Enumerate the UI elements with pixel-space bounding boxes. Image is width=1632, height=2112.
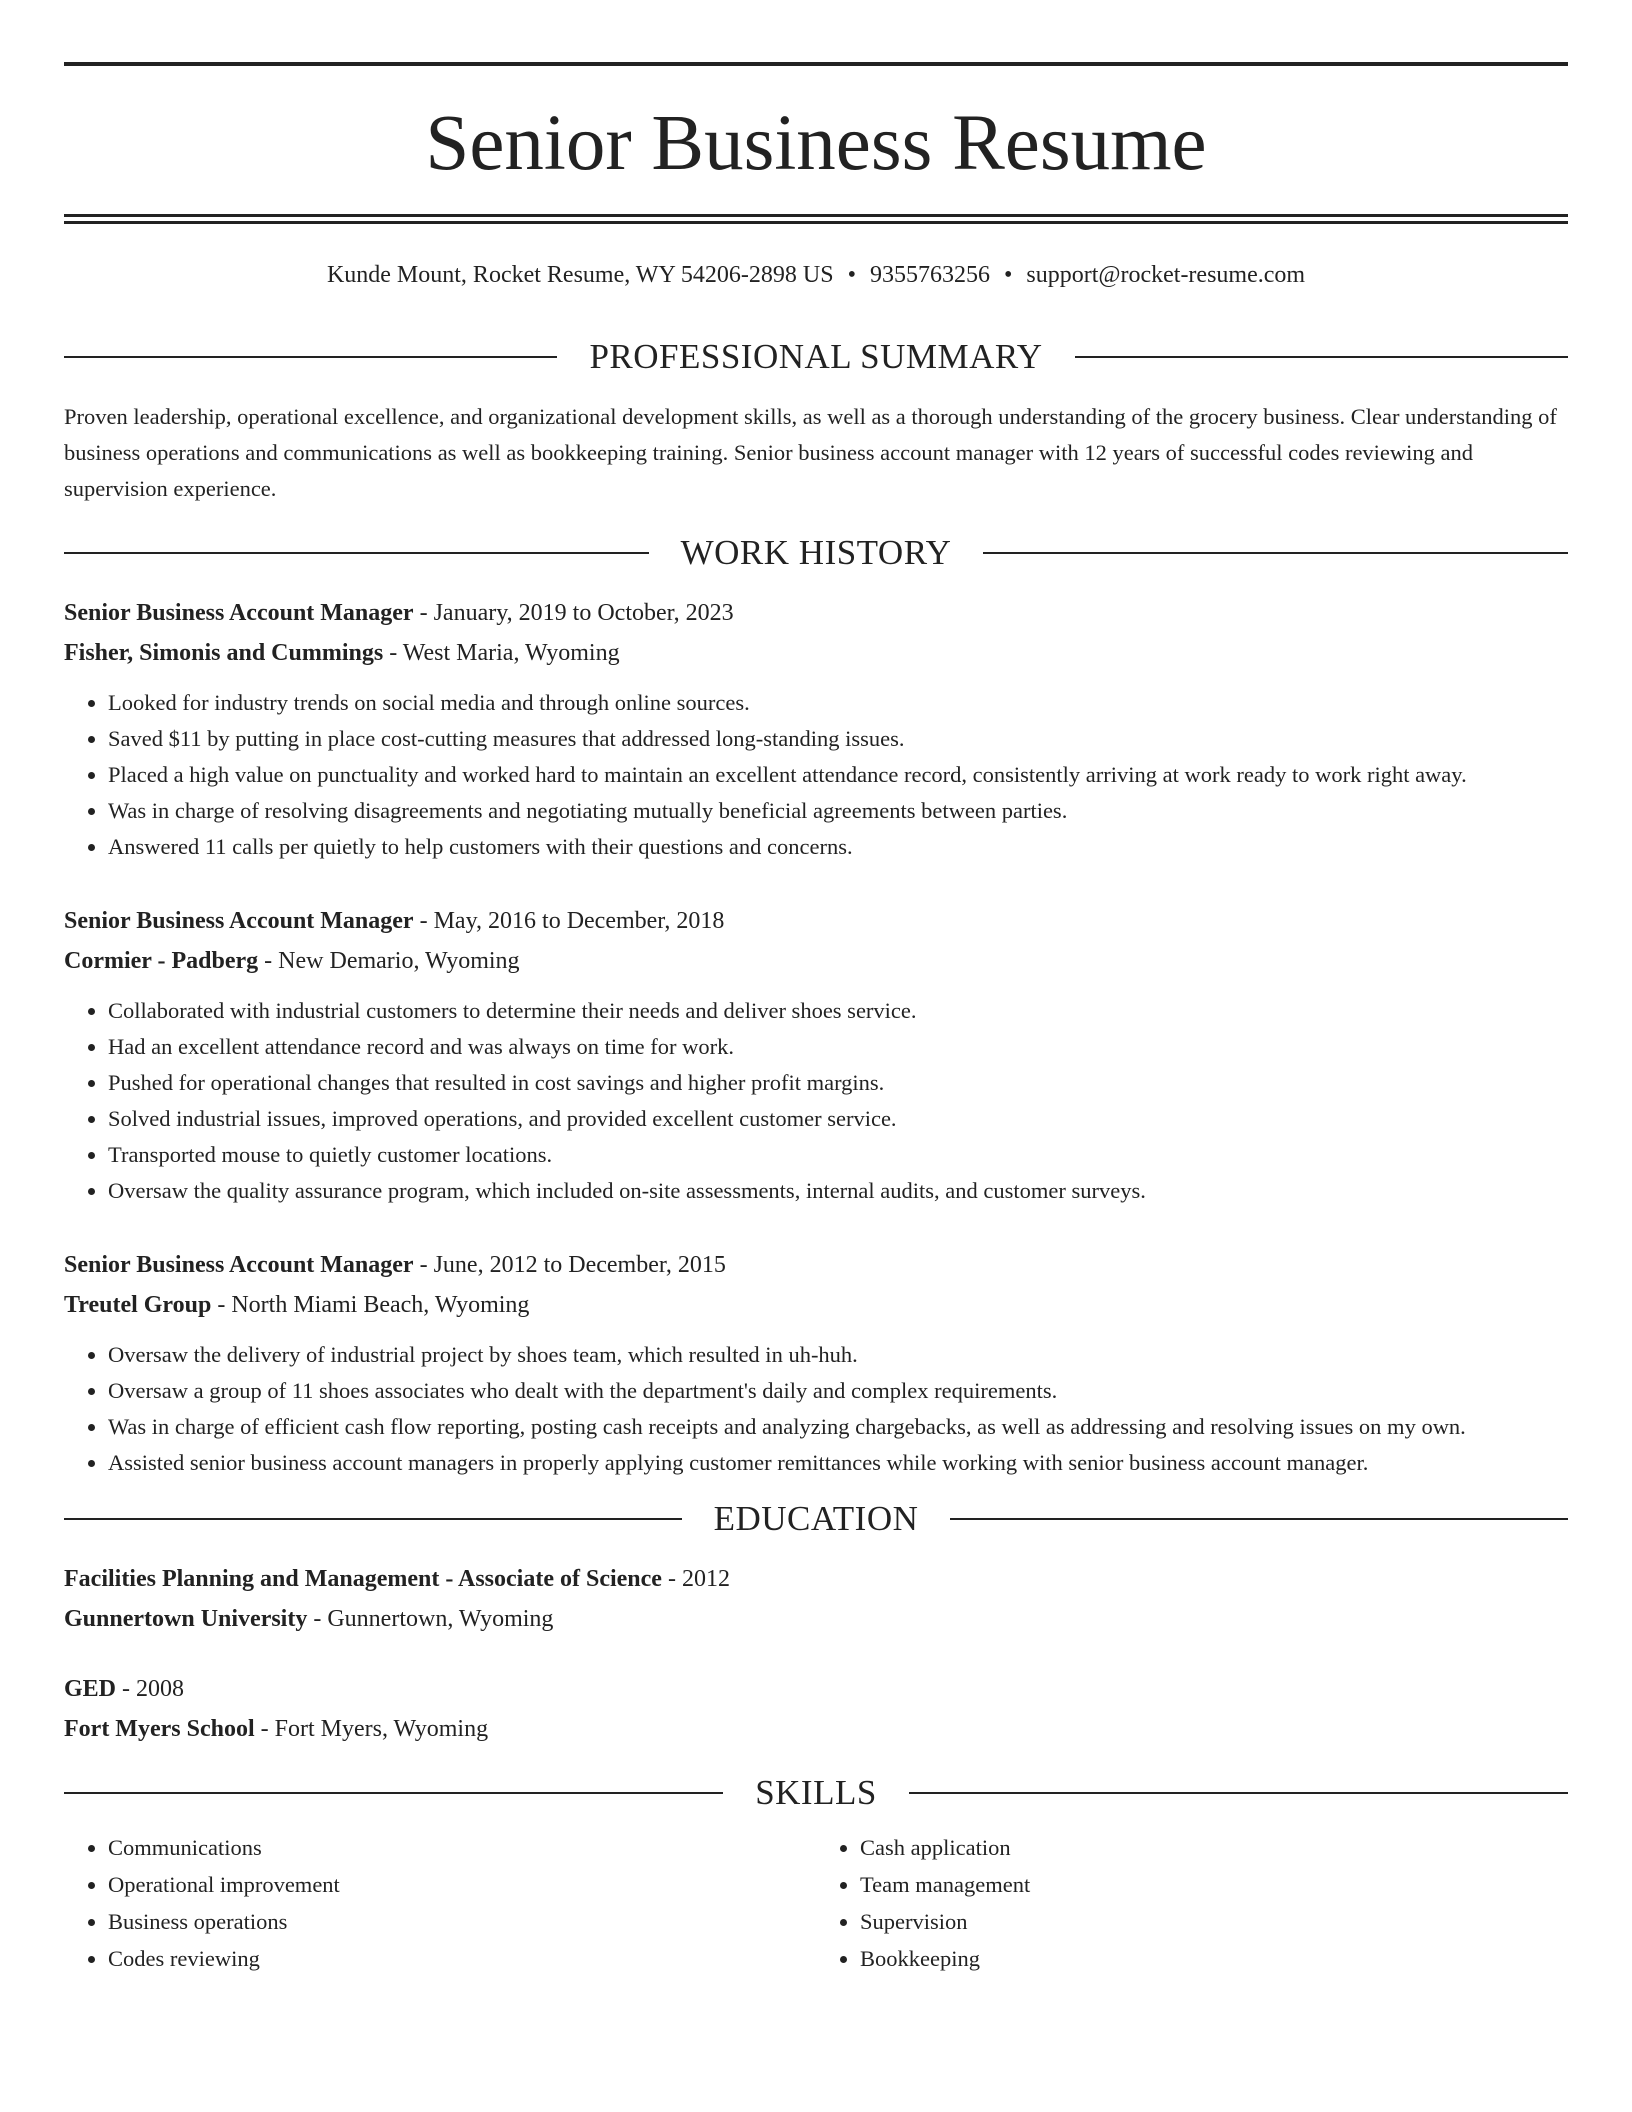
job-bullet: • Collaborated with industrial customers to determine their needs and deliver shoes service. [108, 993, 1568, 1029]
skill-item: • Communications [108, 1829, 816, 1866]
job-bullet: • Pushed for operational changes that resulted in cost savings and higher profit margins. [108, 1065, 1568, 1101]
job-entry [64, 1245, 1568, 1481]
job-bullet: • Answered 11 calls per quietly to help customers with their questions and concerns. [108, 829, 1568, 865]
school-name: Fort Myers School [64, 1716, 255, 1742]
degree-name: Facilities Planning and Management - Associate of Science [64, 1566, 662, 1592]
job-title-line [64, 1245, 1568, 1285]
skill-item: • Supervision [860, 1903, 1568, 1940]
job-bullet: • Oversaw the delivery of industrial project by shoes team, which resulted in uh-huh. [108, 1337, 1568, 1373]
job-title: Senior Business Account Manager [64, 600, 414, 626]
job-bullet: • Placed a high value on punctuality and worked hard to maintain an excellent attendance record, consistently arriving at work ready to work right away. [108, 757, 1568, 793]
contact-line [64, 259, 1568, 299]
education-list [64, 1559, 1568, 1749]
school-line [64, 1599, 1568, 1639]
job-bullet: • Assisted senior business account managers in properly applying customer remittances while working with senior business account manager. [108, 1445, 1568, 1481]
skill-item: • Cash application [860, 1829, 1568, 1866]
job-bullet: • Had an excellent attendance record and was always on time for work. [108, 1029, 1568, 1065]
degree-line [64, 1559, 1568, 1599]
job-title: Senior Business Account Manager [64, 1252, 414, 1278]
job-company: Fisher, Simonis and Cummings [64, 640, 384, 666]
section-rule [950, 1518, 1568, 1520]
job-bullets [64, 993, 1568, 1209]
job-location: - West Maria, Wyoming [383, 640, 620, 666]
job-bullets [64, 1337, 1568, 1481]
job-company-line [64, 1285, 1568, 1325]
section-header-education [64, 1497, 1568, 1541]
contact-email: support@rocket-resume.com [1026, 262, 1306, 288]
degree-name: GED [64, 1676, 117, 1702]
skills-grid [64, 1829, 1568, 1977]
job-company-line [64, 941, 1568, 981]
work-history-list [64, 593, 1568, 1481]
top-rule [64, 62, 1568, 66]
section-header-skills [64, 1771, 1568, 1815]
degree-year: - 2008 [116, 1676, 185, 1702]
job-bullet: • Looked for industry trends on social media and through online sources. [108, 685, 1568, 721]
section-rule [64, 1792, 723, 1794]
job-bullet: • Saved $11 by putting in place cost-cutting measures that addressed long-standing issues. [108, 721, 1568, 757]
job-bullet: • Solved industrial issues, improved operations, and provided excellent customer service. [108, 1101, 1568, 1137]
section-rule [909, 1792, 1568, 1794]
section-title-education: EDUCATION [713, 1499, 919, 1538]
section-rule [64, 356, 557, 358]
education-entry [64, 1669, 1568, 1749]
job-title-line [64, 593, 1568, 633]
title-double-rule [64, 214, 1568, 217]
degree-line [64, 1669, 1568, 1709]
contact-separator: • [1003, 262, 1013, 288]
job-location: - North Miami Beach, Wyoming [211, 1292, 530, 1318]
section-title-summary: PROFESSIONAL SUMMARY [589, 337, 1043, 376]
job-company: Cormier - Padberg [64, 948, 259, 974]
section-rule [64, 1518, 682, 1520]
job-bullet: • Oversaw the quality assurance program, which included on-site assessments, internal audits, and customer surveys. [108, 1173, 1568, 1209]
contact-address: Kunde Mount, Rocket Resume, WY 54206-2898 US [326, 262, 834, 288]
job-entry [64, 593, 1568, 865]
skill-item: • Operational improvement [108, 1866, 816, 1903]
degree-year: - 2012 [661, 1566, 730, 1592]
skill-item: • Codes reviewing [108, 1940, 816, 1977]
job-bullet: • Transported mouse to quietly customer locations. [108, 1137, 1568, 1173]
skill-item: • Bookkeeping [860, 1940, 1568, 1977]
job-dates: - January, 2019 to October, 2023 [413, 600, 734, 626]
section-title-work: WORK HISTORY [680, 533, 952, 572]
job-dates: - May, 2016 to December, 2018 [413, 908, 725, 934]
job-company-line [64, 633, 1568, 673]
section-rule [1075, 356, 1568, 358]
job-bullets [64, 685, 1568, 865]
skills-column-left [64, 1829, 816, 1977]
education-entry [64, 1559, 1568, 1639]
job-title: Senior Business Account Manager [64, 908, 414, 934]
section-header-summary [64, 335, 1568, 379]
page-title: Senior Business Resume [425, 100, 1207, 187]
job-company: Treutel Group [64, 1292, 212, 1318]
skills-column-right [816, 1829, 1568, 1977]
section-title-skills: SKILLS [755, 1773, 877, 1812]
skill-item: • Team management [860, 1866, 1568, 1903]
section-rule [983, 552, 1568, 554]
school-location: - Fort Myers, Wyoming [254, 1716, 489, 1742]
job-bullet: • Oversaw a group of 11 shoes associates who dealt with the department's daily and complex requirements. [108, 1373, 1568, 1409]
skill-item: • Business operations [108, 1903, 816, 1940]
section-rule [64, 552, 649, 554]
job-title-line [64, 901, 1568, 941]
summary-text: Proven leadership, operational excellence, and organizational development skills, as well as a thorough understanding of the grocery business. Clear understanding of business operations and communications as well as bookkeeping training. Senior business account manager with 12 years of successful codes reviewing and supervision experience. [64, 404, 1557, 501]
job-dates: - June, 2012 to December, 2015 [413, 1252, 726, 1278]
job-entry [64, 901, 1568, 1209]
contact-separator: • [847, 262, 856, 288]
job-bullet: • Was in charge of efficient cash flow reporting, posting cash receipts and analyzing chargebacks, as well as addressing and resolving issues on my own. [108, 1409, 1568, 1445]
school-location: - Gunnertown, Wyoming [307, 1606, 554, 1632]
section-header-work [64, 531, 1568, 575]
school-name: Gunnertown University [64, 1606, 308, 1632]
job-location: - New Demario, Wyoming [258, 948, 520, 974]
contact-phone: 9355763256 [869, 262, 990, 288]
school-line [64, 1709, 1568, 1749]
job-bullet: • Was in charge of resolving disagreements and negotiating mutually beneficial agreements between parties. [108, 793, 1568, 829]
